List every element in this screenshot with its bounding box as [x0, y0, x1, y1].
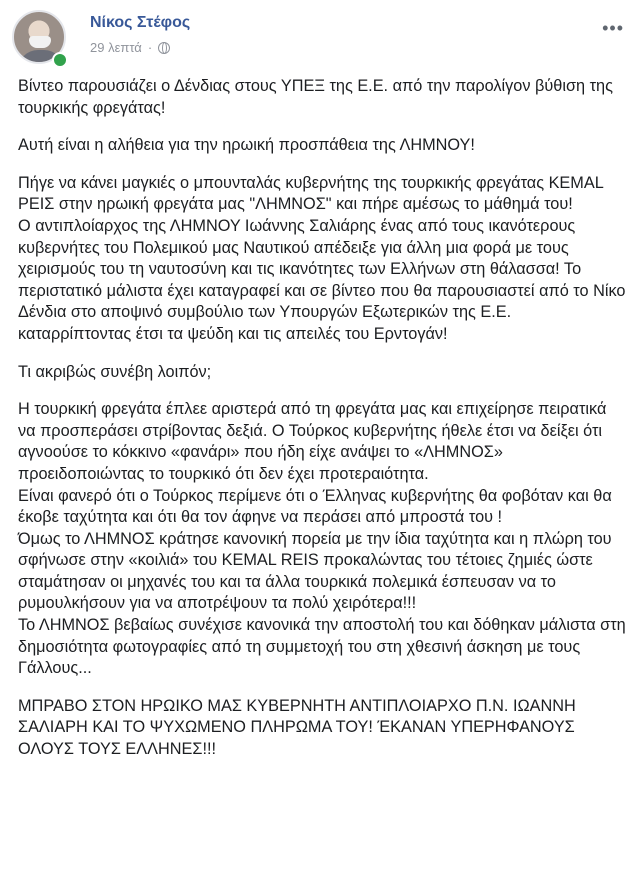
more-icon[interactable]: ••• — [602, 18, 624, 38]
post-text — [18, 76, 628, 761]
paragraph: Βίντεο παρουσιάζει ο Δένδιας στους ΥΠΕΞ της Ε.Ε. από την παρολίγον βύθιση της τουρκικής φρεγάτας! — [18, 77, 613, 117]
paragraph: Αυτή είναι η αλήθεια για την ηρωική προσπάθεια της ΛΗΜΝΟΥ! — [18, 136, 475, 155]
online-status-icon — [52, 52, 68, 68]
post-time[interactable]: 29 λεπτά — [90, 40, 142, 55]
paragraph: Τι ακριβώς συνέβη λοιπόν; — [18, 362, 212, 381]
paragraph: Πήγε να κάνει μαγκιές ο μπουνταλάς κυβερνήτης της τουρκικής φρεγάτας KEMAL ΡΕΙΣ στην ηρωική φρεγάτα μας "ΛΗΜΝΟΣ" και πήρε αμέσως το μάθημά του! Ο αντιπλοίαρχος της ΛΗΜΝΟΥ Ιωάννης Σαλιάρης ένας από τους ικανότερους κυβερνήτες του Πολεμικού μας Ναυτικού απέδειξε για άλλη μια φορά με τους χειρισμούς του τη ναυτοσύνη και τις ικανότητες των Ελλήνων στη θάλασσα! Το περιστατικό μάλιστα έχει καταγραφεί και σε βίντεο που θα παρουσιαστεί από το Νίκο Δένδια στο αποψινό συμβούλιο των Υπουργών Εξωτερικών της Ε.Ε. καταρρίπτοντας έτσι τα ψεύδη και τις απειλές του Ερντογάν! — [18, 173, 626, 343]
author-name[interactable]: Νίκος Στέφος — [90, 14, 191, 31]
globe-icon[interactable] — [158, 42, 170, 54]
paragraph: Η τουρκική φρεγάτα έπλεε αριστερά από τη φρεγάτα μας και επιχείρησε πειρατικά να προσπεράσει στρίβοντας δεξιά. Ο Τούρκος κυβερνήτης ήθελε έτσι να δείξει ότι αγνοούσε το κόκκινο «φανάρι» που ήδη είχε ανάψει το «ΛΗΜΝΟΣ» προειδοποιώντας το τουρκικό ότι δεν έχει προτεραιότητα. Είναι φανερό ότι ο Τούρκος περίμενε ότι ο Έλληνας κυβερνήτης θα φοβόταν και θα έκοβε ταχύτητα και ότι θα τον άφηνε να περάσει από μπροστά του ! Όμως το ΛΗΜΝΟΣ κράτησε κανονική πορεία με την ίδια ταχύτητα και η πλώρη του σφήνωσε στην «κοιλιά» του KEMAL REIS προκαλώντας του τέτοιες ζημιές ώστε σταμάτησαν οι μηχανές του και τα άλλα τουρκικά πολεμικά έσπευσαν να το ρυμουλκήσουν για να αποτρέψουν τα πολύ χειρότερα!!! Το ΛΗΜΝΟΣ βεβαίως συνέχισε κανονικά την αποστολή του και δόθηκαν μάλιστα στη δημοσιότητα φωτογραφίες από τη συμμετοχή του στη χθεσινή άσκηση με τους Γάλλους... — [18, 400, 626, 678]
meta-separator: · — [147, 40, 153, 55]
paragraph: ΜΠΡΑΒΟ ΣΤΟΝ ΗΡΩΙΚΟ ΜΑΣ ΚΥΒΕΡΝΗΤΗ ΑΝΤΙΠΛΟΙΑΡΧΟ Π.Ν. ΙΩΑΝΝΗ ΣΑΛΙΑΡΗ ΚΑΙ ΤΟ ΨΥΧΩΜΕΝΟ ΠΛΗΡΩΜΑ ΤΟΥ! ΈΚΑΝΑΝ ΥΠΕΡΗΦΑΝΟΥΣ ΟΛΟΥΣ ΤΟΥΣ ΕΛΛΗΝΕΣ!!! — [18, 696, 576, 759]
avatar-mask — [29, 36, 51, 48]
post-meta — [90, 40, 170, 55]
post-header — [12, 10, 628, 66]
